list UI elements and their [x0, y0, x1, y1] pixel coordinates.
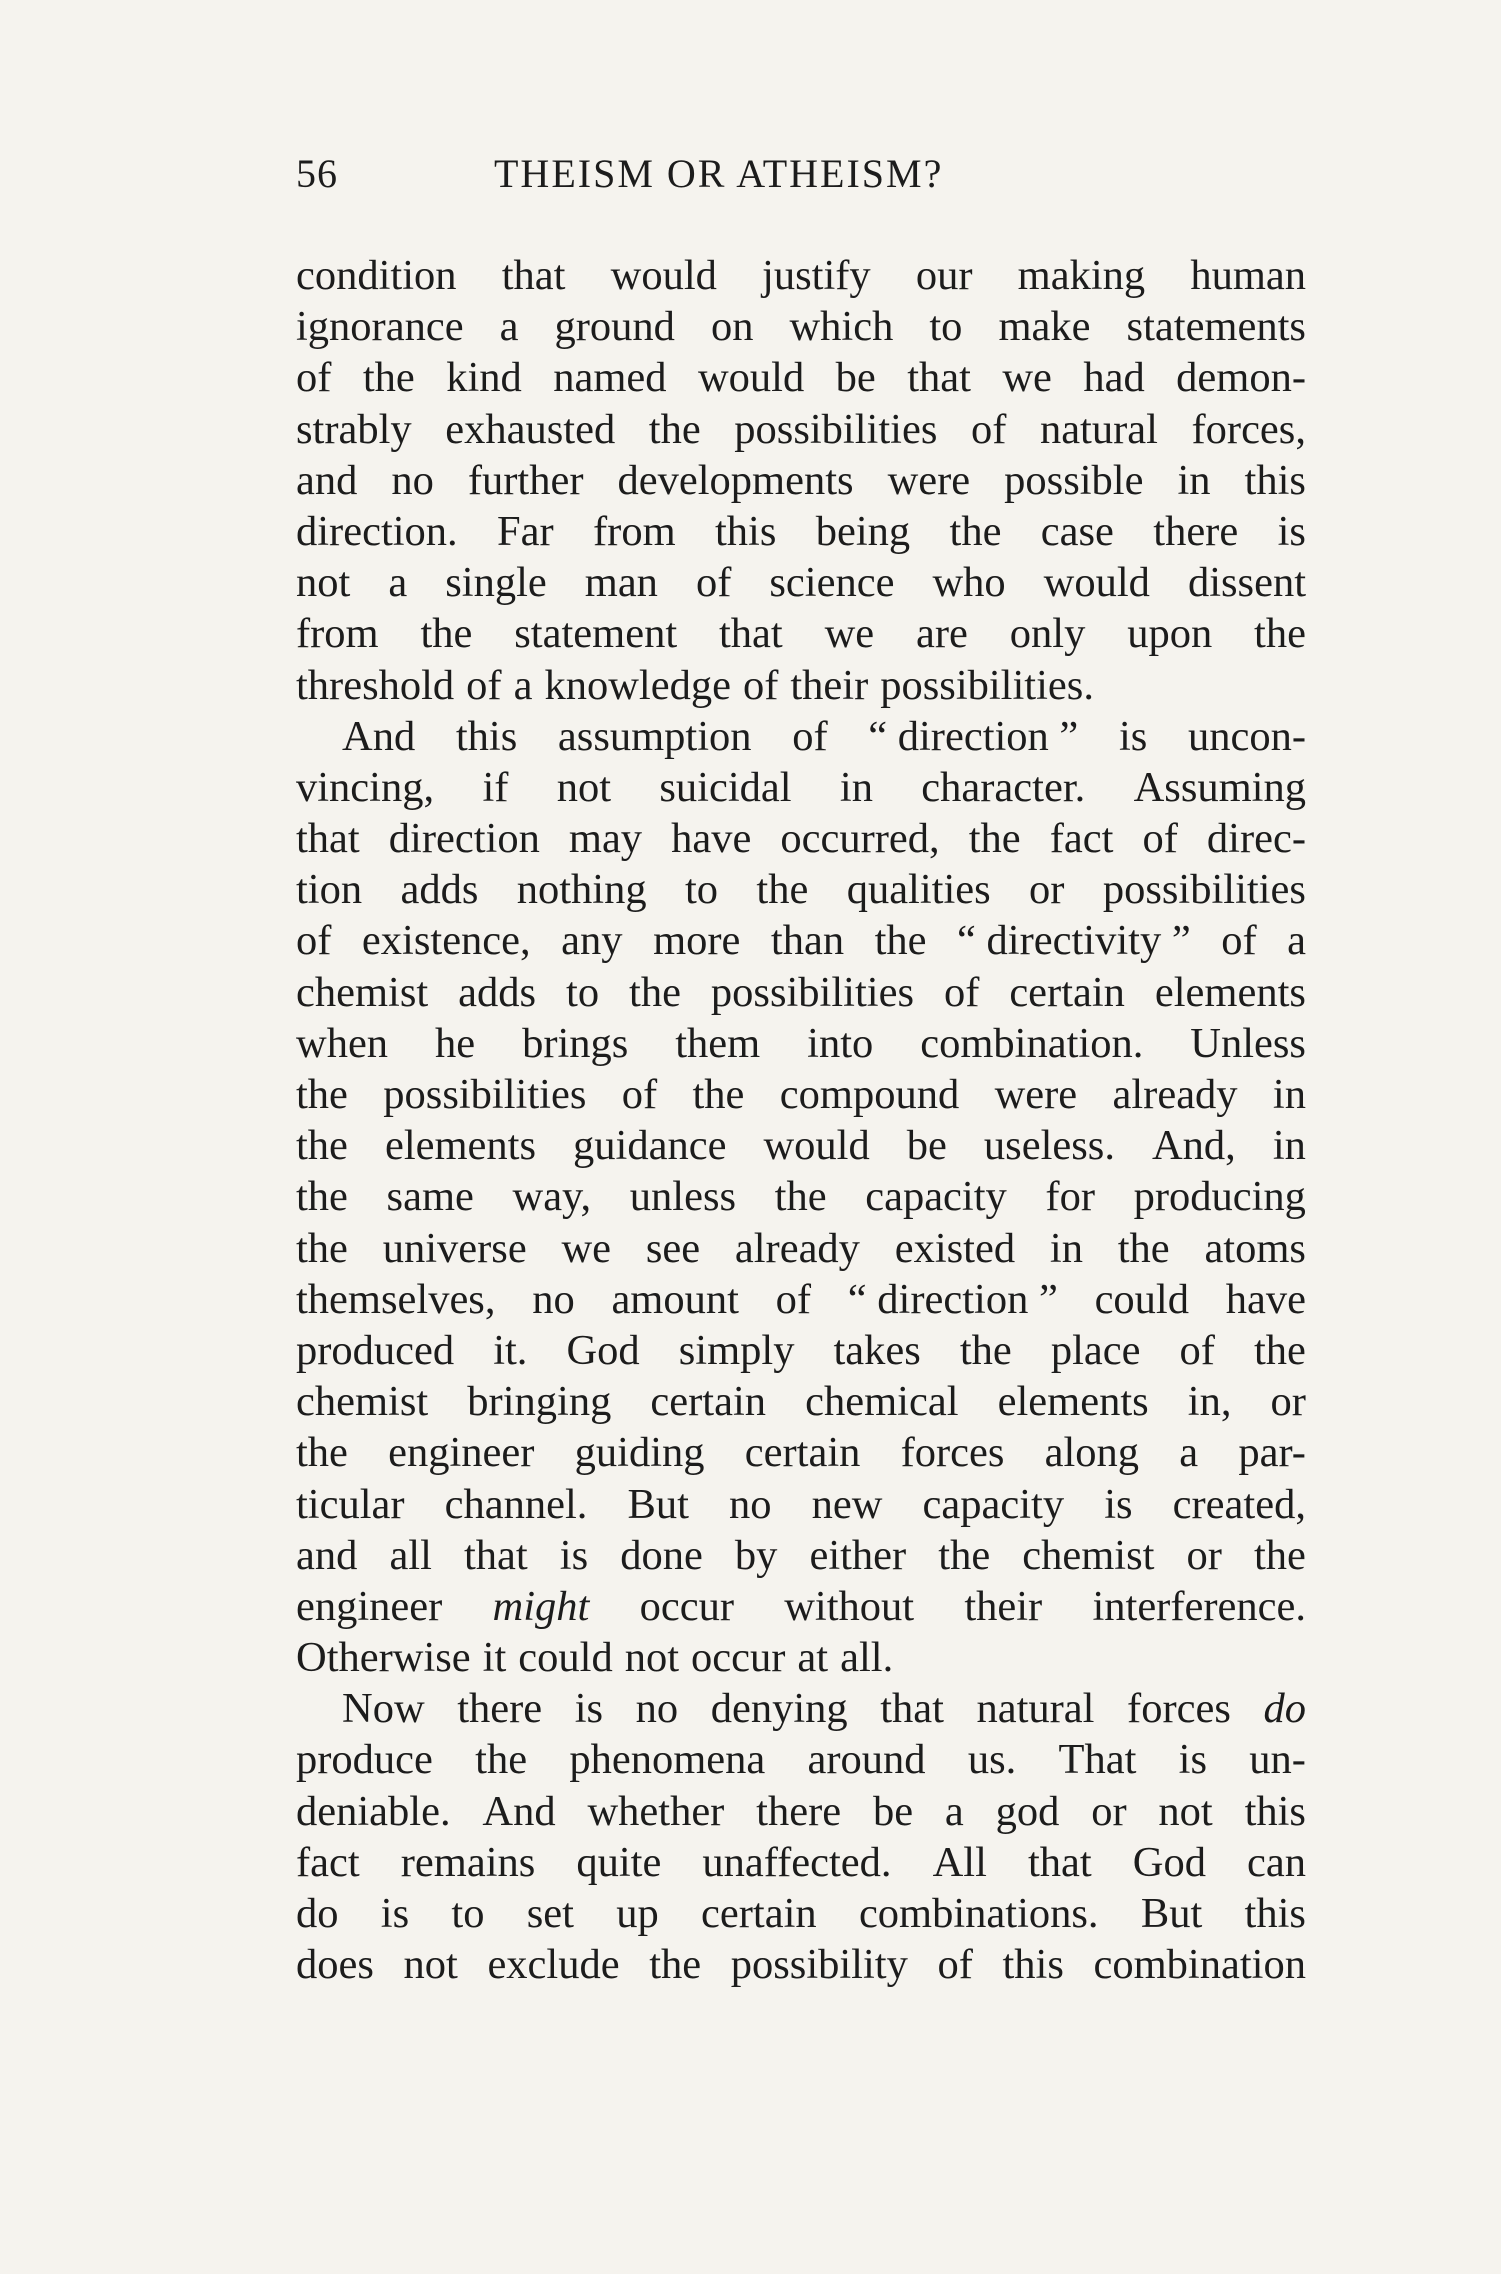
running-head: THEISM OR ATHEISM?	[494, 151, 944, 196]
text-line: do is to set up certain combinations. But this	[296, 1890, 1306, 1937]
text-line: not a single man of science who would dissent	[296, 559, 1306, 607]
text-line: the engineer guiding certain forces along a par-	[296, 1429, 1306, 1477]
text-line: deniable. And whether there be a god or not this	[296, 1787, 1306, 1835]
text-line: engineer might occur without their interference.	[296, 1582, 1306, 1630]
text-line: the elements guidance would be useless. And, in	[296, 1122, 1306, 1170]
text-line: vincing, if not suicidal in character. Assuming	[296, 763, 1306, 811]
text-line: Now there is no denying that natural forces do	[342, 1685, 1306, 1733]
text-line: that direction may have occurred, the fact of direc-	[296, 815, 1306, 863]
text-line: themselves, no amount of “ direction ” could have	[296, 1275, 1306, 1323]
text-line: Otherwise it could not occur at all.	[296, 1634, 894, 1682]
text-line: from the statement that we are only upon the	[296, 610, 1306, 658]
text-line: when he brings them into combination. Unless	[296, 1019, 1306, 1067]
text-line: threshold of a knowledge of their possibilities.	[296, 661, 1094, 709]
body-text	[296, 250, 1306, 1990]
page-header	[296, 150, 1306, 210]
text-line: the same way, unless the capacity for producing	[296, 1173, 1306, 1221]
text-line: condition that would justify our making human	[296, 252, 1306, 299]
text-line: And this assumption of “ direction ” is uncon-	[342, 712, 1306, 760]
text-line: strably exhausted the possibilities of natural forces,	[296, 405, 1306, 453]
text-line: and all that is done by either the chemist or the	[296, 1531, 1306, 1579]
text-line: chemist adds to the possibilities of certain elements	[296, 968, 1306, 1016]
text-line: the possibilities of the compound were already in	[296, 1071, 1306, 1118]
text-line: direction. Far from this being the case there is	[296, 507, 1306, 555]
text-line: and no further developments were possible in this	[296, 456, 1306, 504]
text-line: chemist bringing certain chemical elements in, or	[296, 1378, 1306, 1426]
text-line: ticular channel. But no new capacity is created,	[296, 1480, 1306, 1528]
text-line: fact remains quite unaffected. All that God can	[296, 1838, 1306, 1886]
text-line: tion adds nothing to the qualities or possibilities	[296, 866, 1306, 914]
text-line: ignorance a ground on which to make statements	[296, 303, 1306, 351]
text-line: produced it. God simply takes the place of the	[296, 1326, 1306, 1374]
text-line: of the kind named would be that we had demon-	[296, 354, 1306, 402]
page-number: 56	[296, 151, 338, 196]
text-line: the universe we see already existed in the atoms	[296, 1224, 1306, 1272]
text-line: does not exclude the possibility of this combination	[296, 1941, 1306, 1989]
text-line: produce the phenomena around us. That is un-	[296, 1736, 1306, 1784]
text-line: of existence, any more than the “ directivity ” of a	[296, 917, 1306, 965]
